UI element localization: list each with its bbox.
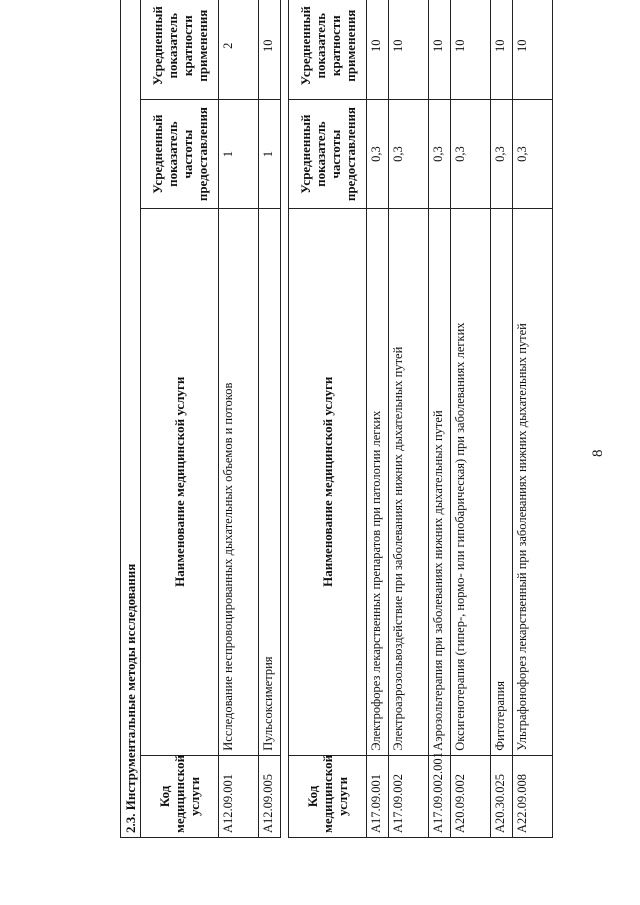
cell-frequency: 1 xyxy=(259,100,281,208)
cell-multiplicity: 10 xyxy=(513,0,553,100)
page-number: 8 xyxy=(590,449,606,457)
table-row xyxy=(259,0,281,838)
cell-name: Исследование неспровоцированных дыхательных объемов и потоков xyxy=(219,208,259,755)
cell-frequency: 0,3 xyxy=(513,100,553,208)
cell-multiplicity: 10 xyxy=(367,0,389,100)
cell-multiplicity: 10 xyxy=(451,0,491,100)
cell-code: A22.09.008 xyxy=(513,755,553,837)
header-code: Код медицинской услуги xyxy=(141,755,219,837)
cell-name: Ультрафонофорез лекарственный при заболеваниях нижних дыхательных путей xyxy=(513,208,553,755)
cell-code: A17.09.001 xyxy=(367,755,389,837)
cell-frequency: 0,3 xyxy=(367,100,389,208)
cell-multiplicity: 10 xyxy=(429,0,451,100)
cell-code: A12.09.001 xyxy=(219,755,259,837)
cell-code: A12.09.005 xyxy=(259,755,281,837)
cell-name: Электроаэрозольвоздействие при заболеваниях нижних дыхательных путей xyxy=(389,208,429,755)
services-table-2 xyxy=(120,0,281,838)
table-row xyxy=(429,0,451,838)
cell-code: A17.09.002.001 xyxy=(429,755,451,837)
services-table-1 xyxy=(288,0,553,838)
cell-code: A20.09.002 xyxy=(451,755,491,837)
table-row xyxy=(513,0,553,838)
section-title: 2.3. Инструментальные методы исследования xyxy=(121,0,141,838)
table-row xyxy=(451,0,491,838)
cell-name: Фитотерапия xyxy=(491,208,513,755)
cell-multiplicity: 10 xyxy=(259,0,281,100)
cell-code: A17.09.002 xyxy=(389,755,429,837)
header-name: Наименование медицинской услуги xyxy=(141,208,219,755)
cell-name: Аэрозольтерапия при заболеваниях нижних дыхательных путей xyxy=(429,208,451,755)
cell-frequency: 1 xyxy=(219,100,259,208)
cell-frequency: 0,3 xyxy=(389,100,429,208)
cell-name: Пульсоксиметрия xyxy=(259,208,281,755)
header-code: Код медицинской услуги xyxy=(289,755,367,837)
header-frequency: Усредненный показатель частоты предоставления xyxy=(141,100,219,208)
header-multiplicity: Усредненный показатель кратности применения xyxy=(141,0,219,100)
cell-code: A20.30.025 xyxy=(491,755,513,837)
cell-name: Оксигенотерапия (гипер-, нормо- или гипобарическая) при заболеваниях легких xyxy=(451,208,491,755)
table-row xyxy=(491,0,513,838)
header-name: Наименование медицинской услуги xyxy=(289,208,367,755)
header-multiplicity: Усредненный показатель кратности применения xyxy=(289,0,367,100)
cell-frequency: 0,3 xyxy=(429,100,451,208)
cell-multiplicity: 10 xyxy=(491,0,513,100)
cell-frequency: 0,3 xyxy=(451,100,491,208)
cell-frequency: 0,3 xyxy=(491,100,513,208)
table-row xyxy=(219,0,259,838)
cell-name: Электрофорез лекарственных препаратов при патологии легких xyxy=(367,208,389,755)
cell-multiplicity: 10 xyxy=(389,0,429,100)
cell-multiplicity: 2 xyxy=(219,0,259,100)
table-row xyxy=(389,0,429,838)
header-frequency: Усредненный показатель частоты предоставления xyxy=(289,100,367,208)
table-row xyxy=(367,0,389,838)
